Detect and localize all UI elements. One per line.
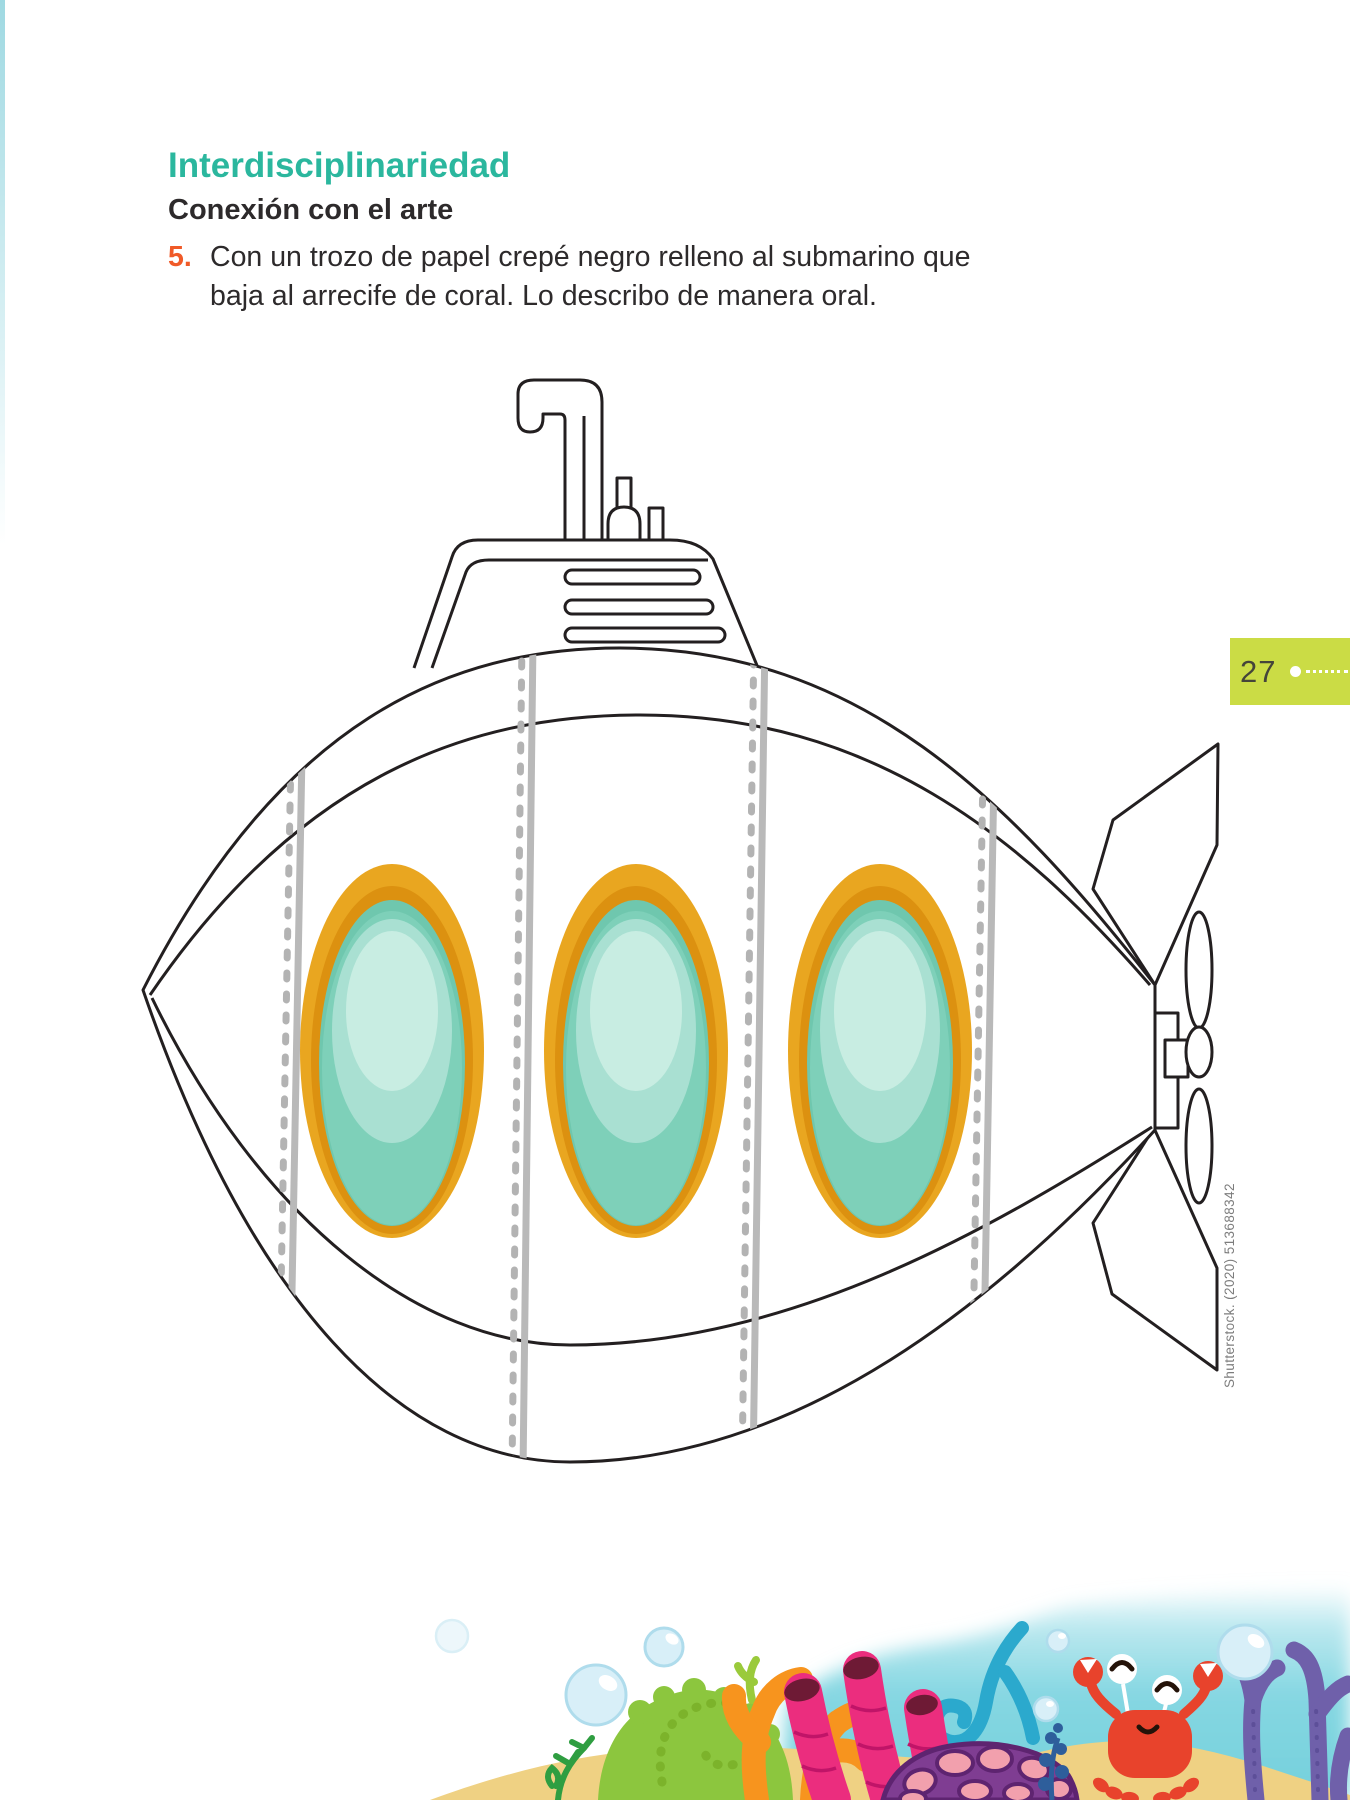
propeller-blade-top [1186,912,1212,1028]
porthole-2 [544,864,728,1238]
bubble [436,1620,468,1652]
propeller-mount [1165,1040,1188,1077]
bubble [1034,1697,1058,1721]
mast-dome [608,478,640,540]
bubble [1218,1625,1272,1679]
submarine-outline [143,380,1218,1472]
propeller-hub [1186,1027,1212,1077]
bubble [645,1628,683,1666]
activity-number: 5. [168,241,192,273]
mast-antenna [649,508,663,540]
tower-vent-2 [565,600,713,614]
image-credit: Shutterstock. (2020) 513688342 [1222,1183,1237,1388]
tower-vent-1 [565,570,700,584]
porthole-1 [300,864,484,1238]
crab-body [1108,1710,1192,1778]
bubble [1047,1630,1069,1652]
instruction-line-2: baja al arrecife de coral. Lo describo de manera oral. [210,280,877,312]
page-number: 27 [1240,653,1277,689]
periscope [518,380,602,545]
porthole-3 [788,864,972,1238]
tower-vent-3 [565,628,725,642]
propeller-blade-bottom [1186,1089,1212,1203]
section-heading: Interdisciplinariedad [168,146,511,185]
underwater-scene [430,1588,1350,1800]
subsection-heading: Conexión con el arte [168,194,454,226]
bubble [566,1665,626,1725]
instruction-line-1: Con un trozo de papel crepé negro relleno al submarino que [210,241,971,273]
